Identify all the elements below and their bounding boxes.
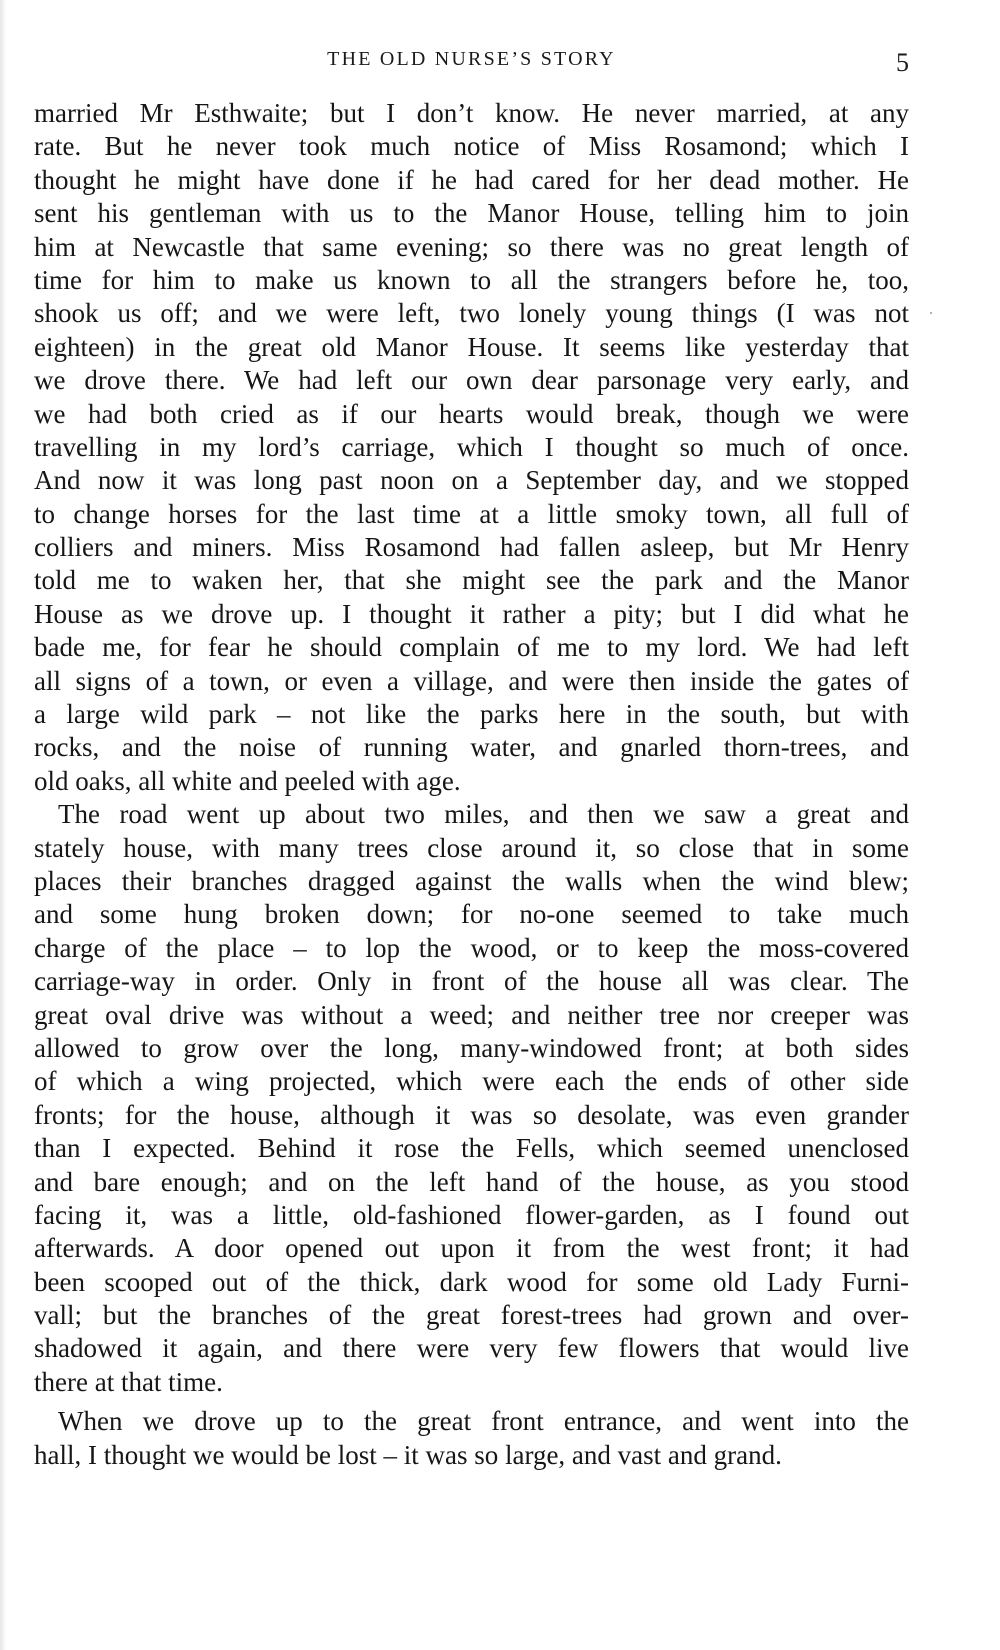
- text-line: fronts; for the house, although it was so desolate, was even grander: [34, 1099, 909, 1130]
- text-line: there at that time.: [34, 1366, 223, 1397]
- text-line: sent his gentleman with us to the Manor House, telling him to join: [34, 198, 909, 229]
- text-line: married Mr Esthwaite; but I don’t know. He never married, at any: [34, 98, 909, 128]
- margin-speck: [930, 312, 932, 314]
- text-line: And now it was long past noon on a September day, and we stopped: [34, 465, 909, 496]
- text-line: afterwards. A door opened out upon it from the west front; it had: [34, 1233, 909, 1264]
- text-line: hall, I thought we would be lost – it was so large, and vast and grand.: [34, 1439, 782, 1470]
- text-line: told me to waken her, that she might see the park and the Manor: [34, 565, 909, 596]
- text-line: time for him to make us known to all the strangers before he, too,: [34, 264, 909, 295]
- running-title: THE OLD NURSE’S STORY: [327, 48, 616, 70]
- gutter-shadow: [0, 0, 6, 1650]
- text-line: charge of the place – to lop the wood, or to keep the moss-covered: [34, 932, 909, 963]
- text-line: travelling in my lord’s carriage, which I thought so much of once.: [34, 431, 909, 462]
- text-line: great oval drive was without a weed; and neither tree nor creeper was: [34, 999, 909, 1030]
- text-line: colliers and miners. Miss Rosamond had fallen asleep, but Mr Henry: [34, 532, 909, 563]
- text-line: facing it, was a little, old-fashioned flower-garden, as I found out: [34, 1199, 909, 1230]
- page-header: [34, 48, 909, 88]
- text-line: him at Newcastle that same evening; so there was no great length of: [34, 231, 909, 262]
- text-line: rate. But he never took much notice of Miss Rosamond; which I: [34, 131, 909, 162]
- text-line: allowed to grow over the long, many-windowed front; at both sides: [34, 1032, 909, 1063]
- text-line: we had both cried as if our hearts would break, though we were: [34, 398, 909, 429]
- paragraph: [34, 97, 909, 798]
- text-line: House as we drove up. I thought it rather a pity; but I did what he: [34, 598, 909, 629]
- text-line: stately house, with many trees close around it, so close that in some: [34, 832, 909, 863]
- text-line: eighteen) in the great old Manor House. It seems like yesterday that: [34, 331, 909, 362]
- text-line: to change horses for the last time at a little smoky town, all full of: [34, 498, 909, 529]
- text-line: been scooped out of the thick, dark wood for some old Lady Furni-: [34, 1266, 909, 1297]
- text-line: all signs of a town, or even a village, and were then inside the gates of: [34, 665, 909, 696]
- paragraph: [34, 798, 909, 1399]
- text-line: old oaks, all white and peeled with age.: [34, 765, 461, 796]
- text-line: we drove there. We had left our own dear parsonage very early, and: [34, 365, 909, 396]
- text-line: shook us off; and we were left, two lonely young things (I was not: [34, 298, 909, 329]
- paragraph: [34, 1405, 909, 1472]
- text-line: When we drove up to the great front entrance, and went into the: [58, 1406, 909, 1437]
- text-line: thought he might have done if he had cared for her dead mother. He: [34, 164, 909, 195]
- text-line: of which a wing projected, which were each the ends of other side: [34, 1066, 909, 1097]
- text-line: and some hung broken down; for no-one seemed to take much: [34, 899, 909, 930]
- text-line: The road went up about two miles, and then we saw a great and: [58, 799, 909, 830]
- text-line: bade me, for fear he should complain of me to my lord. We had left: [34, 632, 909, 663]
- text-line: a large wild park – not like the parks here in the south, but with: [34, 699, 909, 730]
- text-line: rocks, and the noise of running water, and gnarled thorn-trees, and: [34, 732, 909, 763]
- text-line: and bare enough; and on the left hand of the house, as you stood: [34, 1166, 909, 1197]
- text-line: vall; but the branches of the great forest-trees had grown and over-: [34, 1300, 909, 1331]
- page-number: 5: [896, 48, 909, 77]
- text-line: carriage-way in order. Only in front of the house all was clear. The: [34, 966, 909, 997]
- body-text: [34, 97, 909, 1472]
- text-line: than I expected. Behind it rose the Fells, which seemed unenclosed: [34, 1133, 909, 1164]
- text-line: shadowed it again, and there were very few flowers that would live: [34, 1333, 909, 1364]
- text-line: places their branches dragged against the walls when the wind blew;: [34, 865, 909, 896]
